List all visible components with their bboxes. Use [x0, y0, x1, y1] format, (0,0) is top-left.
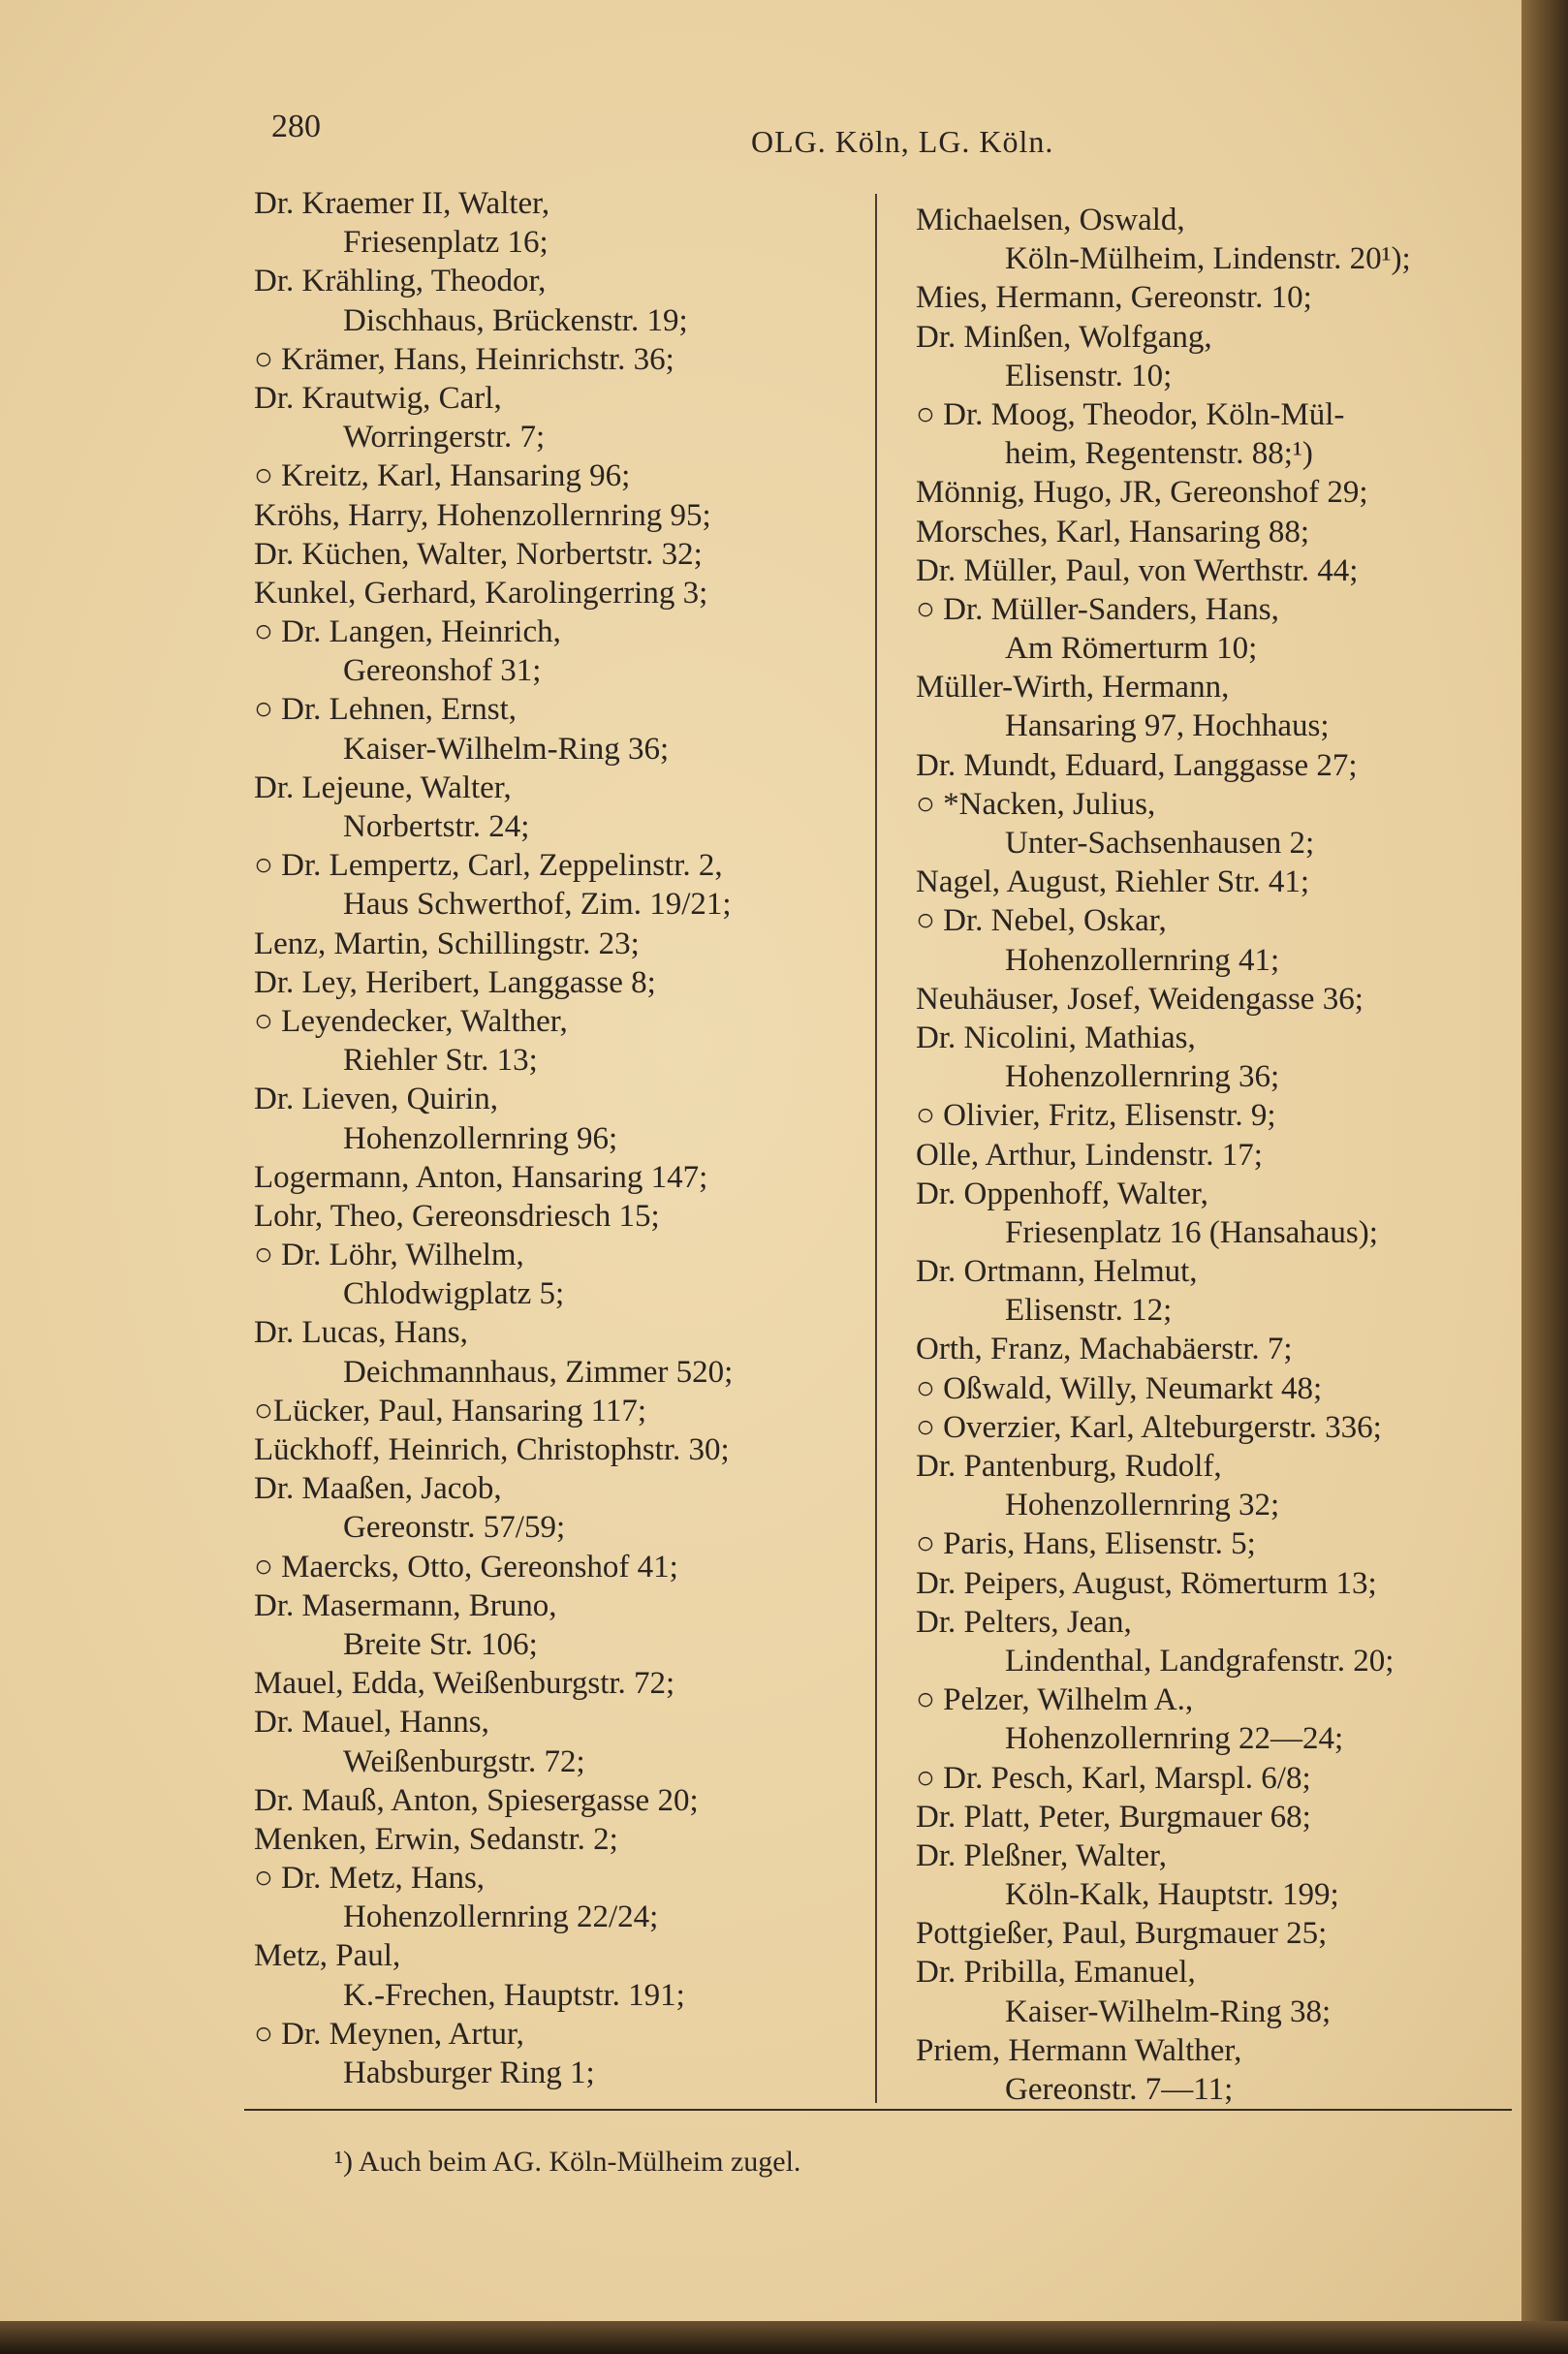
entry-continuation-line: Breite Str. 106; [343, 1626, 538, 1662]
directory-entry [254, 1781, 733, 1820]
directory-entry [916, 1524, 1411, 1563]
entry-continuation-line: Am Römerturm 10; [1005, 631, 1258, 667]
entry-line: Müller-Wirth, Hermann, [916, 670, 1230, 706]
directory-entry [254, 1586, 733, 1664]
entry-continuation-line: Riehler Str. 13; [343, 1043, 538, 1079]
entry-line: Lückhoff, Heinrich, Christophstr. 30; [254, 1432, 730, 1467]
directory-entry [254, 925, 733, 963]
entry-line: Dr. Krautwig, Carl, [254, 380, 502, 416]
entry-line: ○ Dr. Nebel, Oskar, [916, 903, 1167, 939]
entry-line: Mönnig, Hugo, JR, Gereonshof 29; [916, 475, 1368, 511]
entry-continuation-line: Hohenzollernring 36; [1005, 1059, 1280, 1095]
entry-line: Orth, Franz, Machabäerstr. 7; [916, 1332, 1293, 1367]
entry-line: Menken, Erwin, Sedanstr. 2; [254, 1821, 618, 1857]
entry-continuation-line: Lindenthal, Landgrafenstr. 20; [1005, 1643, 1395, 1679]
entry-line: Lohr, Theo, Gereonsdriesch 15; [254, 1198, 660, 1234]
entry-line: Neuhäuser, Josef, Weidengasse 36; [916, 981, 1364, 1017]
directory-entry [916, 863, 1411, 901]
entry-continuation-line: heim, Regentenstr. 88;¹) [1005, 436, 1313, 472]
entry-line: ○ Kreitz, Karl, Hansaring 96; [254, 458, 631, 494]
entry-line: ○ Dr. Lehnen, Ernst, [254, 692, 517, 728]
directory-entry [254, 769, 733, 846]
entry-line: ○ Paris, Hans, Elisenstr. 5; [916, 1526, 1256, 1562]
directory-entry [254, 1197, 733, 1236]
entry-line: Dr. Masermann, Bruno, [254, 1587, 557, 1623]
directory-entry [916, 901, 1411, 979]
entry-continuation-line: Gereonstr. 57/59; [343, 1510, 566, 1546]
entry-continuation-line: Unter-Sachsenhausen 2; [1005, 826, 1315, 861]
entry-continuation-line: Dischhaus, Brückenstr. 19; [343, 302, 688, 338]
footnote-rule [244, 2109, 1512, 2111]
directory-entry [254, 1080, 733, 1157]
entry-line: Michaelsen, Oswald, [916, 203, 1185, 237]
directory-entry [916, 1369, 1411, 1408]
entry-continuation-line: Köln-Kalk, Hauptstr. 199; [1005, 1877, 1339, 1913]
directory-entry [916, 278, 1411, 317]
entry-continuation-line: Worringerstr. 7; [343, 420, 546, 455]
entry-line: Pottgießer, Paul, Burgmauer 25; [916, 1916, 1328, 1952]
entry-continuation-line: Friesenplatz 16 (Hansahaus); [1005, 1214, 1378, 1250]
directory-entry [254, 1703, 733, 1780]
entry-continuation-line: Chlodwigplatz 5; [343, 1276, 565, 1312]
entry-line: Dr. Peipers, August, Römerturm 13; [916, 1565, 1377, 1601]
entry-line: Dr. Mauß, Anton, Spiesergasse 20; [254, 1782, 699, 1818]
directory-entry [254, 1313, 733, 1391]
entry-line: Priem, Hermann Walther, [916, 2032, 1242, 2068]
entry-continuation-line: Hohenzollernring 22—24; [1005, 1721, 1344, 1757]
directory-entry [916, 551, 1411, 590]
entry-line: Kröhs, Harry, Hohenzollernring 95; [254, 497, 711, 533]
directory-entry [916, 785, 1411, 863]
entry-line: Dr. Mauel, Hanns, [254, 1705, 489, 1741]
column-divider [875, 194, 877, 2103]
directory-entry [254, 1664, 733, 1703]
directory-entry [254, 496, 733, 535]
entry-line: Dr. Pelters, Jean, [916, 1604, 1132, 1640]
entry-continuation-line: Hohenzollernring 32; [1005, 1488, 1280, 1523]
directory-entry [254, 963, 733, 1002]
entry-line: ○ Dr. Pesch, Karl, Marspl. 6/8; [916, 1760, 1311, 1796]
directory-entry [916, 395, 1411, 473]
entry-continuation-line: Weißenburgstr. 72; [343, 1743, 585, 1779]
entry-line: Dr. Pribilla, Emanuel, [916, 1955, 1196, 1991]
directory-entry [916, 590, 1411, 668]
entry-continuation-line: Elisenstr. 12; [1005, 1293, 1173, 1329]
directory-entry [916, 1408, 1411, 1447]
entry-line: ○ Oßwald, Willy, Neumarkt 48; [916, 1370, 1323, 1406]
directory-entry [254, 1430, 733, 1469]
directory-entry [254, 340, 733, 379]
entry-continuation-line: Gereonshof 31; [343, 653, 542, 689]
entry-continuation-line: Hohenzollernring 41; [1005, 942, 1280, 978]
entry-line: Nagel, August, Riehler Str. 41; [916, 864, 1310, 900]
entry-line: ○ Dr. Meynen, Artur, [254, 2016, 524, 2052]
entry-line: Dr. Ley, Heribert, Langgasse 8; [254, 964, 656, 1000]
directory-entry [916, 1759, 1411, 1798]
directory-entry [916, 1953, 1411, 2030]
directory-entry [254, 1548, 733, 1586]
entry-line: Dr. Ortmann, Helmut, [916, 1254, 1198, 1290]
directory-entry [254, 1936, 733, 2014]
directory-entry [254, 1158, 733, 1197]
directory-entry [254, 2015, 733, 2092]
entry-line: Dr. Müller, Paul, von Werthstr. 44; [916, 552, 1359, 588]
entry-line: Dr. Oppenhoff, Walter, [916, 1176, 1208, 1211]
entry-line: Dr. Pleßner, Walter, [916, 1837, 1167, 1873]
footnote: ¹) Auch beim AG. Köln-Mülheim zugel. [334, 2146, 801, 2178]
left-column [254, 184, 733, 2092]
entry-continuation-line: Habsburger Ring 1; [343, 2056, 595, 2090]
entry-continuation-line: Kaiser-Wilhelm-Ring 38; [1005, 1993, 1332, 2029]
right-column [916, 201, 1411, 2109]
scan-edge-right [1521, 0, 1568, 2354]
entry-line: ○ Dr. Müller-Sanders, Hans, [916, 591, 1279, 627]
page-number: 280 [271, 109, 321, 144]
entry-line: ○ Dr. Lempertz, Carl, Zeppelinstr. 2, [254, 848, 723, 884]
directory-entry [254, 1859, 733, 1936]
entry-line: Dr. Pantenburg, Rudolf, [916, 1449, 1222, 1484]
directory-entry [916, 1564, 1411, 1603]
directory-entry [916, 1330, 1411, 1368]
directory-entry [254, 456, 733, 495]
directory-entry [916, 1019, 1411, 1096]
directory-entry [916, 1096, 1411, 1135]
entry-continuation-line: Kaiser-Wilhelm-Ring 36; [343, 731, 670, 767]
directory-entry [254, 1469, 733, 1547]
entry-line: ○ Dr. Langen, Heinrich, [254, 614, 561, 650]
directory-entry [254, 184, 733, 262]
entry-continuation-line: Hohenzollernring 22/24; [343, 1899, 659, 1935]
entry-continuation-line: Haus Schwerthof, Zim. 19/21; [343, 887, 732, 923]
directory-entry [916, 980, 1411, 1019]
entry-line: Metz, Paul, [254, 1938, 401, 1974]
entry-continuation-line: Hansaring 97, Hochhaus; [1005, 708, 1330, 744]
scan-edge-bottom [0, 2321, 1568, 2354]
entry-line: Dr. Lieven, Quirin, [254, 1082, 499, 1117]
entry-line: Dr. Minßen, Wolfgang, [916, 319, 1212, 355]
directory-entry [254, 1820, 733, 1859]
entry-line: Mies, Hermann, Gereonstr. 10; [916, 280, 1312, 316]
entry-line: ○ Dr. Moog, Theodor, Köln-Mül- [916, 396, 1345, 432]
directory-entry [916, 513, 1411, 551]
entry-continuation-line: K.-Frechen, Hauptstr. 191; [343, 1977, 685, 2013]
entry-line: ○ Leyendecker, Walther, [254, 1003, 568, 1039]
entry-line: Olle, Arthur, Lindenstr. 17; [916, 1137, 1263, 1173]
entry-line: Lenz, Martin, Schillingstr. 23; [254, 926, 640, 961]
directory-entry [254, 846, 733, 924]
directory-entry [916, 1603, 1411, 1680]
entry-line: Morsches, Karl, Hansaring 88; [916, 514, 1309, 549]
directory-entry [916, 1914, 1411, 1953]
directory-entry [254, 1392, 733, 1430]
directory-entry [916, 1447, 1411, 1524]
entry-line: ○ Dr. Metz, Hans, [254, 1861, 486, 1897]
entry-line: Dr. Nicolini, Mathias, [916, 1020, 1196, 1055]
entry-line: Dr. Platt, Peter, Burgmauer 68; [916, 1799, 1311, 1835]
directory-entry [254, 262, 733, 339]
running-head: OLG. Köln, LG. Köln. [751, 124, 1054, 159]
directory-entry [254, 535, 733, 574]
entry-line: ○ Olivier, Fritz, Elisenstr. 9; [916, 1098, 1276, 1134]
entry-line: Dr. Kraemer II, Walter, [254, 186, 550, 221]
entry-continuation-line: Elisenstr. 10; [1005, 358, 1173, 393]
directory-entry [916, 318, 1411, 395]
entry-line: Dr. Maaßen, Jacob, [254, 1471, 502, 1507]
entry-continuation-line: Köln-Mülheim, Lindenstr. 20¹); [1005, 241, 1411, 277]
directory-entry [254, 1002, 733, 1080]
entry-line: ○ Krämer, Hans, Heinrichstr. 36; [254, 341, 674, 377]
entry-line: Mauel, Edda, Weißenburgstr. 72; [254, 1666, 675, 1702]
entry-line: ○ Pelzer, Wilhelm A., [916, 1682, 1194, 1718]
entry-continuation-line: Norbertstr. 24; [343, 809, 530, 844]
entry-line: ○ Overzier, Karl, Alteburgerstr. 336; [916, 1409, 1382, 1445]
directory-entry [916, 1136, 1411, 1175]
entry-continuation-line: Friesenplatz 16; [343, 225, 549, 261]
directory-entry [916, 1680, 1411, 1758]
entry-line: ○Lücker, Paul, Hansaring 117; [254, 1393, 647, 1428]
directory-entry [916, 1252, 1411, 1330]
directory-entry [254, 612, 733, 690]
directory-entry [916, 1798, 1411, 1836]
entry-line: Dr. Lucas, Hans, [254, 1315, 468, 1351]
directory-entry [916, 668, 1411, 745]
directory-entry [254, 379, 733, 456]
entry-line: ○ Maercks, Otto, Gereonshof 41; [254, 1549, 678, 1585]
entry-continuation-line: Gereonstr. 7—11; [1005, 2072, 1234, 2107]
entry-continuation-line: Deichmannhaus, Zimmer 520; [343, 1354, 734, 1390]
directory-entry [916, 746, 1411, 785]
entry-line: Kunkel, Gerhard, Karolingerring 3; [254, 575, 708, 611]
entry-line: Dr. Lejeune, Walter, [254, 769, 512, 805]
directory-entry [916, 201, 1411, 278]
directory-entry [254, 690, 733, 768]
directory-entry [254, 1236, 733, 1313]
directory-entry [916, 2031, 1411, 2109]
entry-line: ○ Dr. Löhr, Wilhelm, [254, 1238, 524, 1273]
entry-line: Dr. Küchen, Walter, Norbertstr. 32; [254, 536, 703, 572]
entry-line: Dr. Krähling, Theodor, [254, 264, 547, 299]
entry-line: ○ *Nacken, Julius, [916, 786, 1156, 822]
entry-line: Dr. Mundt, Eduard, Langgasse 27; [916, 747, 1358, 783]
directory-entry [916, 473, 1411, 512]
entry-line: Logermann, Anton, Hansaring 147; [254, 1159, 708, 1195]
entry-continuation-line: Hohenzollernring 96; [343, 1120, 618, 1156]
directory-entry [916, 1836, 1411, 1914]
directory-entry [254, 574, 733, 612]
directory-entry [916, 1175, 1411, 1252]
